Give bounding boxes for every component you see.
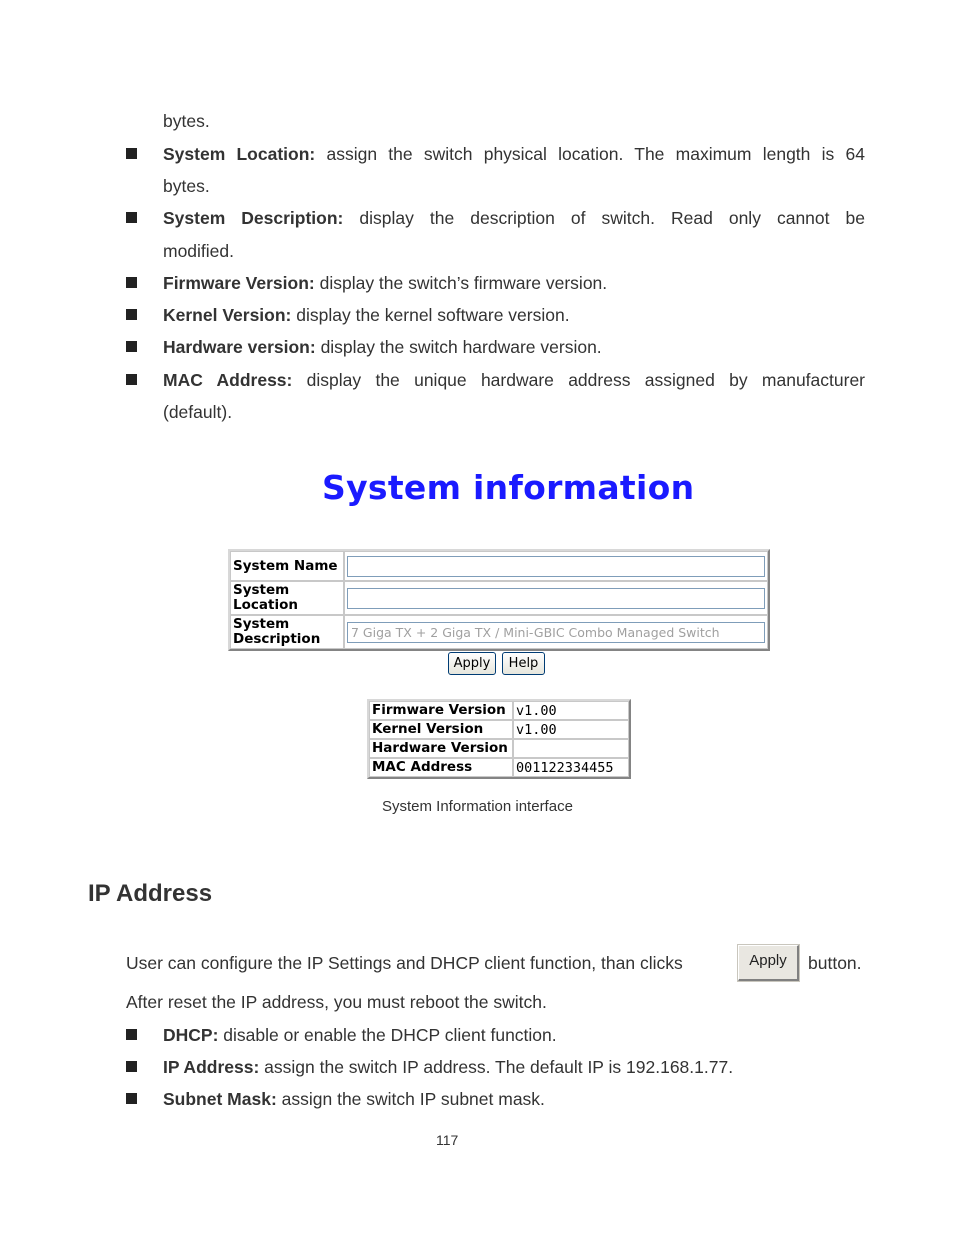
bullet-term: Subnet Mask:	[163, 1089, 277, 1109]
bullet-text: display the unique hardware address assigned by manufacturer	[292, 370, 866, 390]
bullet-text: display the switch hardware version.	[315, 337, 602, 357]
info-label: Firmware Version	[369, 701, 513, 720]
bullet-text: display the description of switch. Read only cannot be	[343, 208, 865, 228]
table-row	[369, 720, 629, 739]
help-button[interactable]: Help	[502, 652, 545, 675]
bullet-term: MAC Address:	[163, 370, 293, 390]
continuation-text: bytes.	[163, 111, 210, 131]
info-value: 001122334455	[513, 758, 629, 777]
bullet-square-icon	[126, 341, 137, 352]
bullet-square-icon	[126, 277, 137, 288]
bullet-square-icon	[126, 1093, 137, 1104]
intro-line-2: After reset the IP address, you must reboot the switch.	[126, 992, 547, 1012]
form-row-system-location	[230, 581, 768, 615]
table-row	[369, 758, 629, 777]
system-name-input[interactable]	[347, 556, 765, 577]
info-value: v1.00	[513, 720, 629, 739]
bullet-continuation: modified.	[163, 241, 235, 261]
form-label: System Name	[230, 551, 344, 581]
bullet-term: Kernel Version:	[163, 305, 292, 325]
form-cell	[344, 615, 768, 649]
version-info-table	[367, 699, 631, 779]
apply-button[interactable]: Apply	[448, 652, 496, 675]
form-row-system-description	[230, 615, 768, 649]
bullet-text: disable or enable the DHCP client function.	[218, 1025, 557, 1045]
bullet-square-icon	[126, 309, 137, 320]
bullet-term: System Description:	[163, 208, 344, 228]
bullet-ip-address	[163, 1057, 733, 1077]
system-location-input[interactable]	[347, 588, 765, 609]
bullet-subnet-mask	[163, 1089, 545, 1109]
table-row	[369, 739, 629, 758]
bullet-text: display the kernel software version.	[291, 305, 570, 325]
bullet-mac-address	[163, 370, 865, 390]
bullet-square-icon	[126, 148, 137, 159]
info-label: Hardware Version	[369, 739, 513, 758]
form-label: System Description	[230, 615, 344, 649]
bullet-term: System Location:	[163, 144, 316, 164]
page-number: 117	[436, 1132, 459, 1148]
bullet-text: assign the switch physical location. The maximum length is 64	[315, 144, 865, 164]
form-cell	[344, 581, 768, 615]
apply-button-image: Apply	[738, 945, 799, 981]
bullet-square-icon	[126, 212, 137, 223]
info-label: MAC Address	[369, 758, 513, 777]
bullet-square-icon	[126, 374, 137, 385]
form-label: System Location	[230, 581, 344, 615]
bullet-text: display the switch’s firmware version.	[314, 273, 608, 293]
section-heading: IP Address	[88, 880, 213, 907]
bullet-text: assign the switch IP address. The default IP is 192.168.1.77.	[259, 1057, 734, 1077]
bullet-continuation: bytes.	[163, 176, 210, 196]
bullet-term: Firmware Version:	[163, 273, 315, 293]
info-label: Kernel Version	[369, 720, 513, 739]
bullet-term: Hardware version:	[163, 337, 316, 357]
table-row	[369, 701, 629, 720]
intro-text-after: button.	[808, 953, 862, 973]
bullet-text: assign the switch IP subnet mask.	[276, 1089, 545, 1109]
bullet-system-location	[163, 144, 865, 164]
bullet-square-icon	[126, 1029, 137, 1040]
bullet-continuation: (default).	[163, 402, 233, 422]
info-value	[513, 739, 629, 758]
bullet-system-description	[163, 208, 865, 228]
bullet-hardware-version	[163, 337, 602, 357]
form-row-system-name	[230, 551, 768, 581]
system-info-form	[228, 549, 770, 651]
intro-text: User can configure the IP Settings and DHCP client function, than clicks	[126, 953, 683, 973]
bullet-term: IP Address:	[163, 1057, 260, 1077]
figure-caption: System Information interface	[382, 798, 573, 815]
bullet-term: DHCP:	[163, 1025, 219, 1045]
system-description-input: 7 Giga TX + 2 Giga TX / Mini-GBIC Combo Managed Switch	[347, 622, 765, 643]
bullet-kernel-version	[163, 305, 570, 325]
bullet-firmware-version	[163, 273, 607, 293]
info-value: v1.00	[513, 701, 629, 720]
bullet-square-icon	[126, 1061, 137, 1072]
bullet-dhcp	[163, 1025, 557, 1045]
form-cell	[344, 551, 768, 581]
figure-title: System information	[322, 468, 695, 507]
